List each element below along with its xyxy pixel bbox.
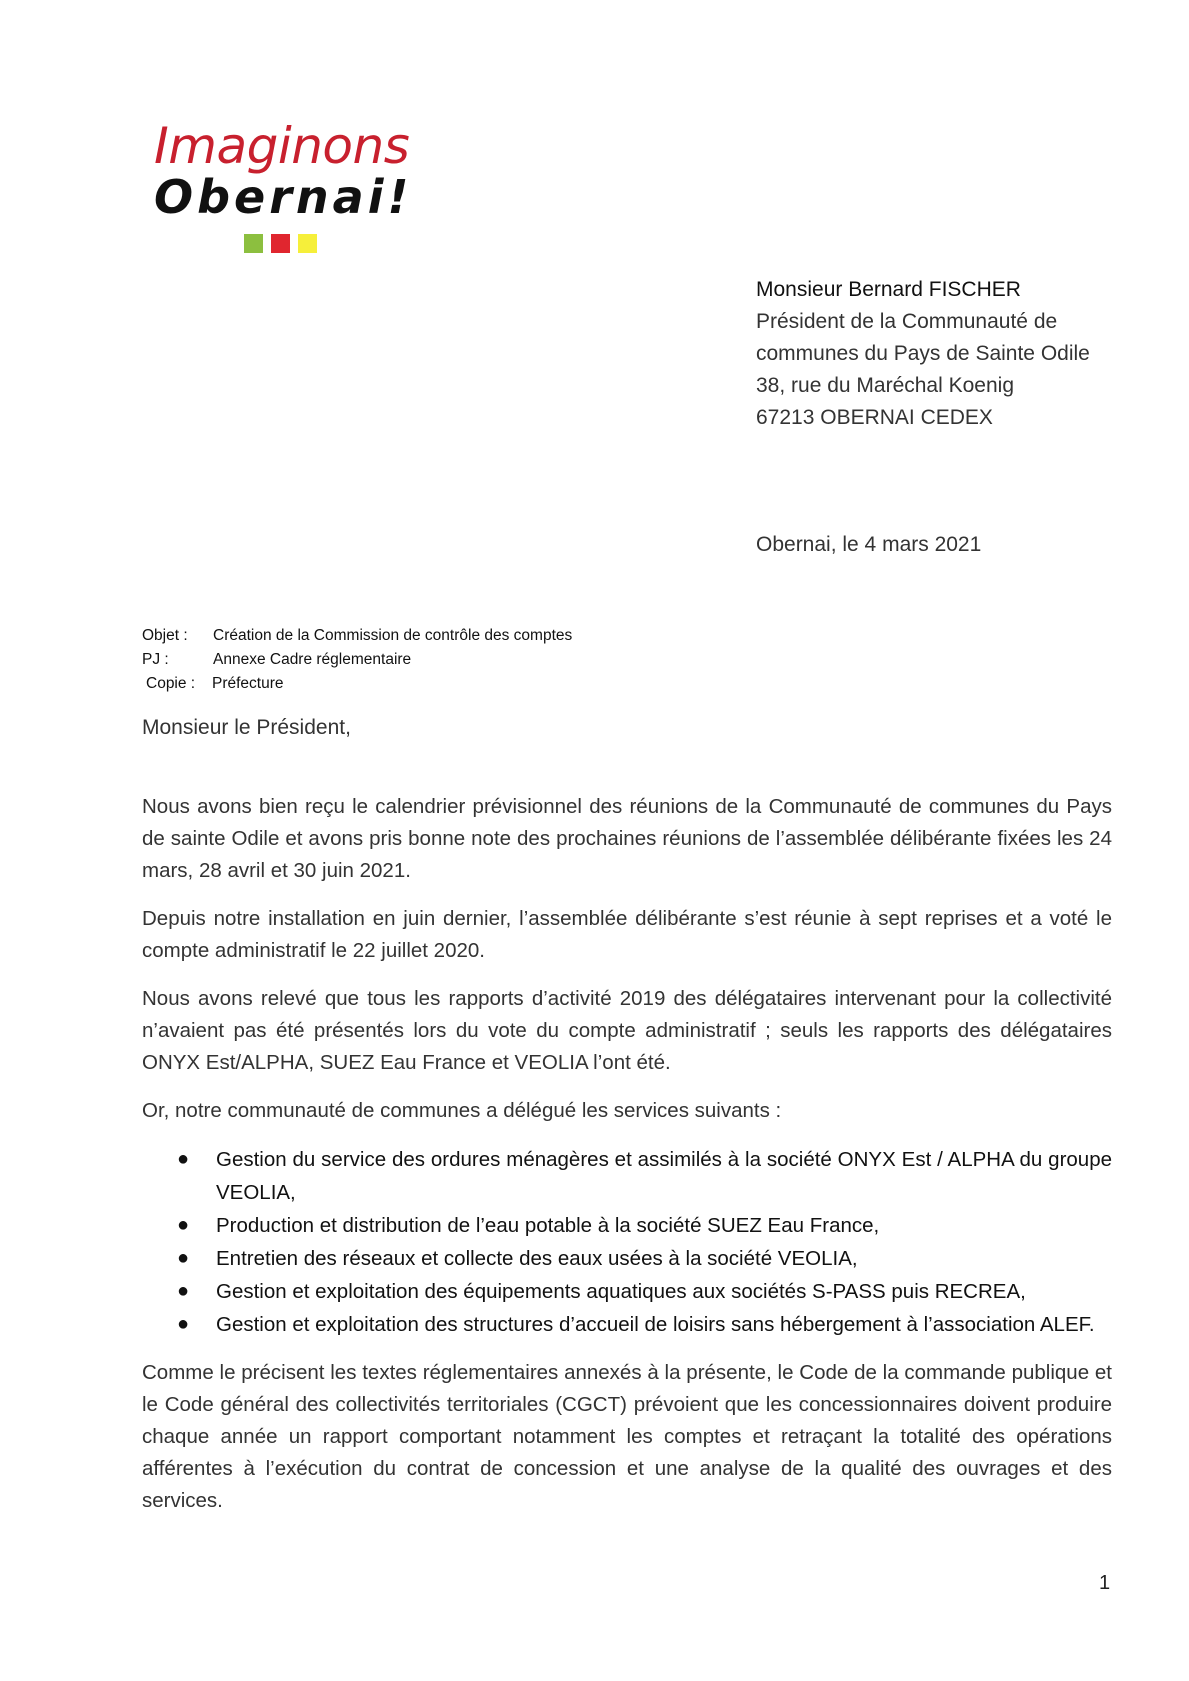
meta-key: Copie : [146, 675, 196, 692]
recipient-name: Monsieur Bernard FISCHER [756, 278, 1021, 301]
page-number: 1 [1099, 1572, 1111, 1594]
body-paragraph: Or, notre communauté de communes a délégué les services suivants : [142, 1099, 782, 1122]
recipient-line: Président de la Communauté de [756, 310, 1058, 333]
body-paragraph: Nous avons bien reçu le calendrier prévisionnel des réunions de la Communauté de communes du Pays de sainte Odile et avons pris bonne note des prochaines réunions de l’assemblée délibérante fixées les 24 mars, 28 avril et 30 juin 2021. [142, 795, 1112, 882]
bullet-icon: ● [177, 1214, 190, 1236]
meta-value: Annexe Cadre réglementaire [213, 651, 412, 668]
service-text: Gestion du service des ordures ménagères et assimilés à la société ONYX Est / ALPHA du groupe VEOLIA, [216, 1148, 1112, 1204]
meta-key: Objet : [142, 627, 188, 644]
body-paragraph: Nous avons relevé que tous les rapports d’activité 2019 des délégataires intervenant pour la collectivité n’avaient pas été présentés lors du vote du compte administratif ; seuls les rapports des délégataires ONYX Est/ALPHA, SUEZ Eau France et VEOLIA l’ont été. [142, 987, 1112, 1074]
body-paragraph: Depuis notre installation en juin dernier, l’assemblée délibérante s’est réunie à sept reprises et a voté le compte administratif le 22 juillet 2020. [142, 907, 1112, 962]
service-text: Production et distribution de l’eau potable à la société SUEZ Eau France, [216, 1214, 880, 1237]
services-list-item [177, 1275, 1112, 1308]
recipient-address [756, 274, 1090, 434]
body-paragraph: Comme le précisent les textes réglementaires annexés à la présente, le Code de la commande publique et le Code général des collectivités territoriales (CGCT) prévoient que les concessionnaires doivent produire chaque année un rapport comportant notamment les comptes et retraçant la totalité des opérations afférentes à l’exécution du contrat de concession et une analyse de la qualité des ouvrages et des services. [142, 1361, 1112, 1512]
recipient-line: 38, rue du Maréchal Koenig [756, 374, 1014, 397]
letter-body [142, 791, 1112, 1533]
salutation: Monsieur le Président, [142, 716, 351, 739]
bullet-icon: ● [177, 1148, 190, 1170]
meta-value: Préfecture [212, 675, 284, 692]
logo-line-2: Obernai! [154, 170, 413, 224]
recipient-line: 67213 OBERNAI CEDEX [756, 406, 993, 429]
meta-key: PJ : [142, 651, 169, 668]
logo-yellow-square [298, 234, 317, 253]
recipient-line: communes du Pays de Sainte Odile [756, 342, 1090, 365]
services-list-item [177, 1242, 1112, 1275]
bullet-icon: ● [177, 1313, 190, 1335]
bullet-icon: ● [177, 1280, 190, 1302]
bullet-icon: ● [177, 1247, 190, 1269]
service-text: Gestion et exploitation des équipements aquatiques aux sociétés S-PASS puis RECREA, [216, 1280, 1026, 1303]
service-text: Gestion et exploitation des structures d’accueil de loisirs sans hébergement à l’association ALEF. [216, 1313, 1095, 1336]
letter-date: Obernai, le 4 mars 2021 [756, 533, 982, 556]
logo-green-square [244, 234, 263, 253]
logo-line-1: Imaginons [154, 117, 410, 175]
services-list-item [177, 1209, 1112, 1242]
logo-red-square [271, 234, 290, 253]
services-list [142, 1143, 1112, 1341]
services-list-item [177, 1308, 1112, 1341]
imaginons-obernai-logo [150, 118, 430, 258]
services-list-item [177, 1143, 1112, 1209]
meta-value: Création de la Commission de contrôle des comptes [213, 627, 573, 644]
service-text: Entretien des réseaux et collecte des eaux usées à la société VEOLIA, [216, 1247, 858, 1270]
